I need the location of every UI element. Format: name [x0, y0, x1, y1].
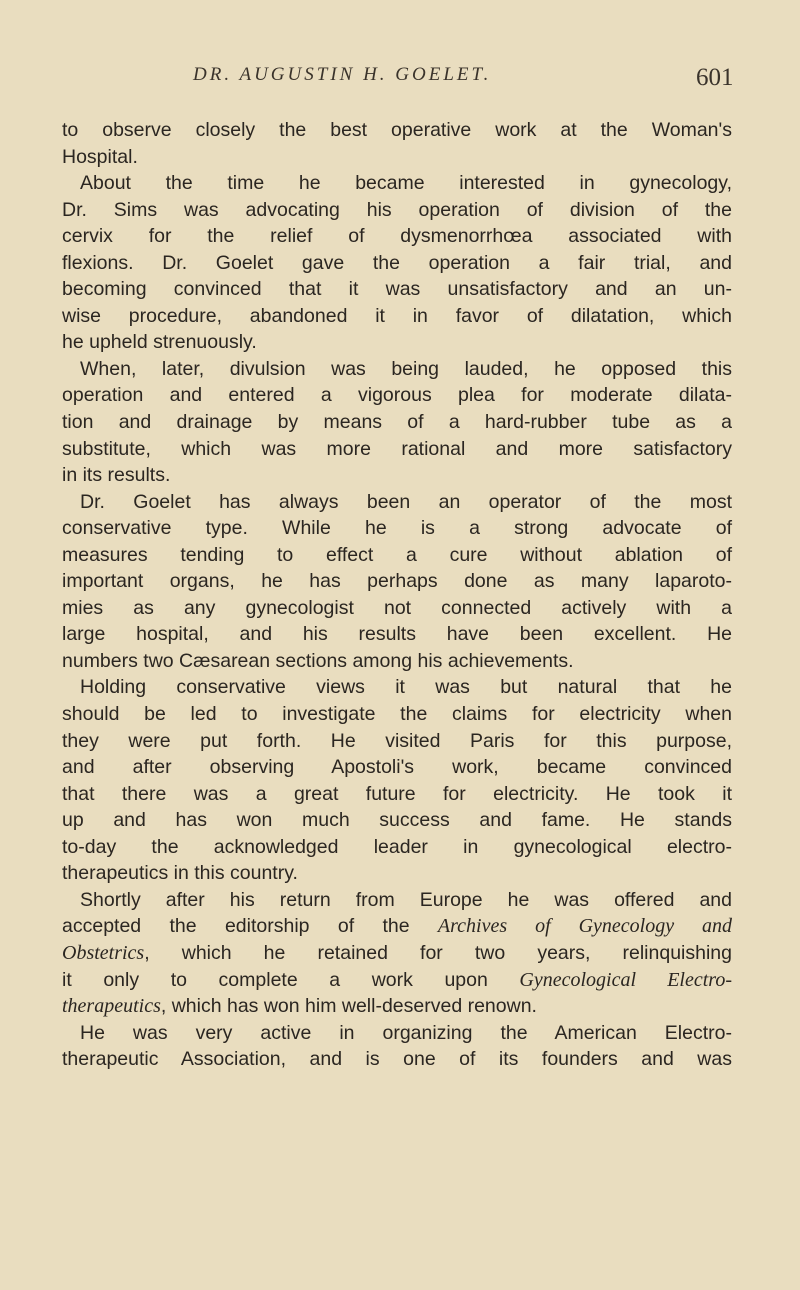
running-head: DR. AUGUSTIN H. GOELET. — [193, 64, 492, 85]
text-line — [62, 648, 732, 675]
text-segment: mies as any gynecologist not connected actively with a — [62, 596, 732, 619]
text-line — [62, 542, 732, 569]
text-segment: to observe closely the best operative work at the Woman's — [62, 119, 732, 141]
text-segment: Hospital. — [62, 145, 138, 168]
italic-title: Obstetrics — [62, 941, 145, 964]
paragraph — [62, 1020, 732, 1073]
text-line — [62, 728, 732, 755]
text-line — [62, 887, 732, 914]
text-segment: cervix for the relief of dysmenorrhœa associated with — [62, 225, 732, 248]
paragraph — [62, 887, 732, 1020]
text-segment: He was very active in organizing the American Electro- — [80, 1021, 732, 1044]
text-segment: flexions. Dr. Goelet gave the operation a fair trial, and — [62, 251, 732, 274]
text-line — [62, 329, 732, 356]
text-line — [62, 250, 732, 277]
text-segment: wise procedure, abandoned it in favor of dilatation, which — [62, 304, 732, 327]
text-segment: therapeutics in this country. — [62, 862, 298, 885]
text-segment: in its results. — [62, 464, 171, 487]
text-segment: , which he retained for two years, relinquishing — [144, 941, 732, 964]
text-line — [62, 913, 732, 940]
text-segment: it only to complete a work upon — [62, 968, 520, 991]
page-number: 601 — [696, 64, 734, 91]
text-line — [62, 197, 732, 224]
italic-title: therapeutics — [62, 995, 161, 1018]
text-line — [62, 303, 732, 330]
text-line — [62, 462, 732, 489]
text-segment: up and has won much success and fame. He stands — [62, 809, 732, 832]
text-segment: When, later, divulsion was being lauded, he opposed this — [80, 357, 732, 380]
paragraph — [62, 356, 732, 489]
body-text — [62, 117, 732, 1073]
text-line — [62, 117, 732, 144]
text-segment: substitute, which was more rational and more satisfactory — [62, 437, 732, 460]
text-segment: he upheld strenuously. — [62, 331, 257, 354]
italic-title: Gynecological Electro- — [519, 968, 732, 991]
text-segment: to-day the acknowledged leader in gynecological electro- — [62, 835, 732, 858]
text-segment: operation and entered a vigorous plea for moderate dilata- — [62, 384, 732, 407]
text-line — [62, 940, 732, 967]
text-segment: should be led to investigate the claims for electricity when — [62, 703, 732, 726]
text-line — [62, 276, 732, 303]
text-line — [62, 382, 732, 409]
text-line — [62, 674, 732, 701]
text-segment: therapeutic Association, and is one of its founders and was — [62, 1048, 732, 1071]
text-line — [62, 967, 732, 994]
text-segment: and after observing Apostoli's work, became convinced — [62, 756, 732, 779]
text-line — [62, 170, 732, 197]
text-line — [62, 436, 732, 463]
text-segment: Dr. Sims was advocating his operation of division of the — [62, 198, 732, 221]
text-line — [62, 356, 732, 383]
italic-title: Archives of Gynecology and — [437, 915, 733, 938]
text-line — [62, 595, 732, 622]
text-segment: Dr. Goelet has always been an operator of the most — [80, 490, 732, 513]
text-line — [62, 621, 732, 648]
text-line — [62, 701, 732, 728]
text-line — [62, 1046, 732, 1073]
text-line — [62, 754, 732, 781]
text-line — [62, 993, 732, 1020]
text-line — [62, 568, 732, 595]
text-segment: Holding conservative views it was but natural that he — [80, 676, 732, 699]
text-segment: becoming convinced that it was unsatisfactory and an un- — [62, 278, 732, 301]
paragraph — [62, 674, 732, 886]
text-line — [62, 223, 732, 250]
text-line — [62, 834, 732, 861]
text-line — [62, 807, 732, 834]
text-line — [62, 515, 732, 542]
paragraph — [62, 489, 732, 675]
paragraph — [62, 170, 732, 356]
text-segment: conservative type. While he is a strong advocate of — [62, 517, 732, 540]
text-line — [62, 409, 732, 436]
text-segment: measures tending to effect a cure without ablation of — [62, 543, 732, 566]
text-segment: that there was a great future for electricity. He took it — [62, 782, 732, 805]
text-line — [62, 144, 732, 171]
text-segment: accepted the editorship of the — [62, 915, 438, 938]
text-segment: tion and drainage by means of a hard-rubber tube as a — [62, 411, 732, 434]
text-line — [62, 860, 732, 887]
text-segment: important organs, he has perhaps done as many laparoto- — [62, 570, 732, 593]
text-segment: large hospital, and his results have been excellent. He — [62, 623, 732, 646]
text-line — [62, 1020, 732, 1047]
text-line — [62, 781, 732, 808]
text-line — [62, 489, 732, 516]
paragraph — [62, 117, 732, 170]
text-segment: numbers two Cæsarean sections among his achievements. — [62, 649, 574, 672]
page-header — [0, 58, 800, 98]
text-segment: , which has won him well-deserved renown. — [160, 995, 537, 1018]
text-segment: About the time he became interested in gynecology, — [80, 172, 732, 195]
text-segment: they were put forth. He visited Paris for this purpose, — [62, 729, 732, 752]
text-segment: Shortly after his return from Europe he was offered and — [80, 888, 732, 911]
